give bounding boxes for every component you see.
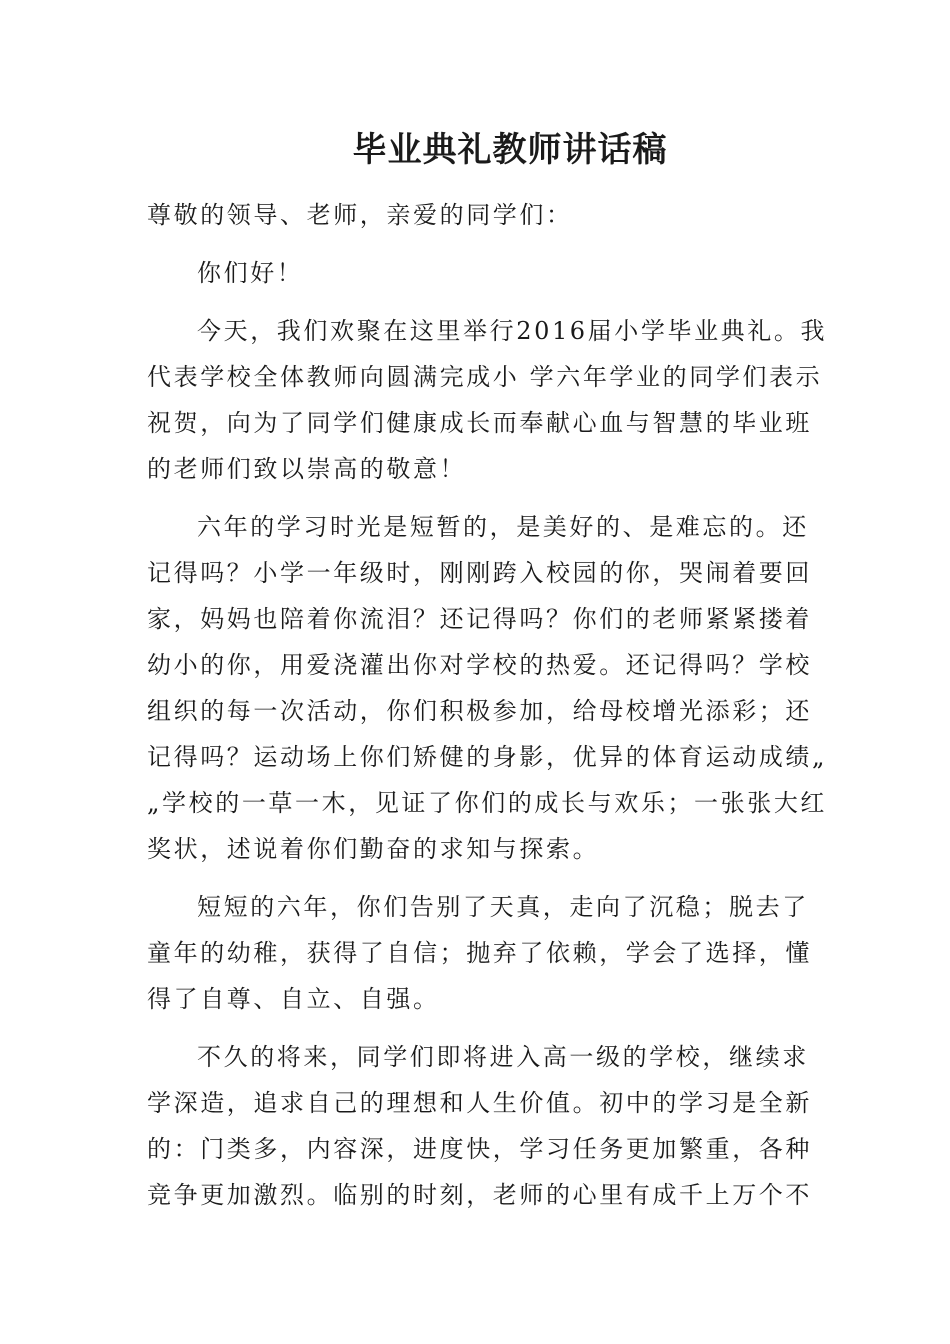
paragraph-4 bbox=[147, 1034, 812, 1218]
paragraph-1 bbox=[147, 308, 828, 492]
paragraph-line: 组织的每一次活动，你们积极参加，给母校增光添彩；还 bbox=[147, 697, 812, 725]
paragraph-line: 奖状，述说着你们勤奋的求知与探索。 bbox=[147, 835, 600, 863]
paragraph-line: 记得吗？运动场上你们矫健的身影，优异的体育运动成绩„ bbox=[147, 743, 828, 771]
document-body bbox=[147, 192, 828, 1218]
paragraph-line: 竞争更加激烈。临别的时刻，老师的心里有成千上万个不 bbox=[147, 1181, 812, 1209]
paragraph-line: 学深造，追求自己的理想和人生价值。初中的学习是全新 bbox=[147, 1089, 812, 1117]
paragraph-line: 的老师们致以崇高的敬意！ bbox=[147, 455, 467, 483]
paragraph-line: 祝贺，向为了同学们健康成长而奉献心血与智慧的毕业班 bbox=[147, 409, 812, 437]
salutation: 尊敬的领导、老师，亲爱的同学们： bbox=[147, 201, 573, 229]
paragraph-line: 今天，我们欢聚在这里举行2016届小学毕业典礼。我 bbox=[197, 317, 828, 345]
paragraph-line: 不久的将来，同学们即将进入高一级的学校，继续求 bbox=[197, 1043, 809, 1071]
paragraph-line: 代表学校全体教师向圆满完成小 学六年学业的同学们表示 bbox=[147, 363, 823, 391]
paragraph-line: 短短的六年，你们告别了天真，走向了沉稳；脱去了 bbox=[197, 893, 809, 921]
paragraph-line: 童年的幼稚，获得了自信；抛弃了依赖，学会了选择，懂 bbox=[147, 939, 812, 967]
greeting: 你们好！ bbox=[197, 259, 304, 287]
paragraph-line: 的：门类多，内容深，进度快，学习任务更加繁重，各种 bbox=[147, 1135, 812, 1163]
paragraph-line: 家，妈妈也陪着你流泪？还记得吗？你们的老师紧紧搂着 bbox=[147, 605, 812, 633]
paragraph-2 bbox=[147, 504, 828, 872]
paragraph-3 bbox=[147, 884, 812, 1022]
paragraph-line: 记得吗？小学一年级时，刚刚跨入校园的你，哭闹着要回 bbox=[147, 559, 812, 587]
document-title: 毕业典礼教师讲话稿 bbox=[352, 130, 668, 170]
paragraph-line: 幼小的你，用爱浇灌出你对学校的热爱。还记得吗？学校 bbox=[147, 651, 812, 679]
paragraph-line: 得了自尊、自立、自强。 bbox=[147, 985, 440, 1013]
paragraph-line: „学校的一草一木，见证了你们的成长与欢乐；一张张大红 bbox=[147, 789, 828, 817]
paragraph-line: 六年的学习时光是短暂的，是美好的、是难忘的。还 bbox=[197, 513, 809, 541]
